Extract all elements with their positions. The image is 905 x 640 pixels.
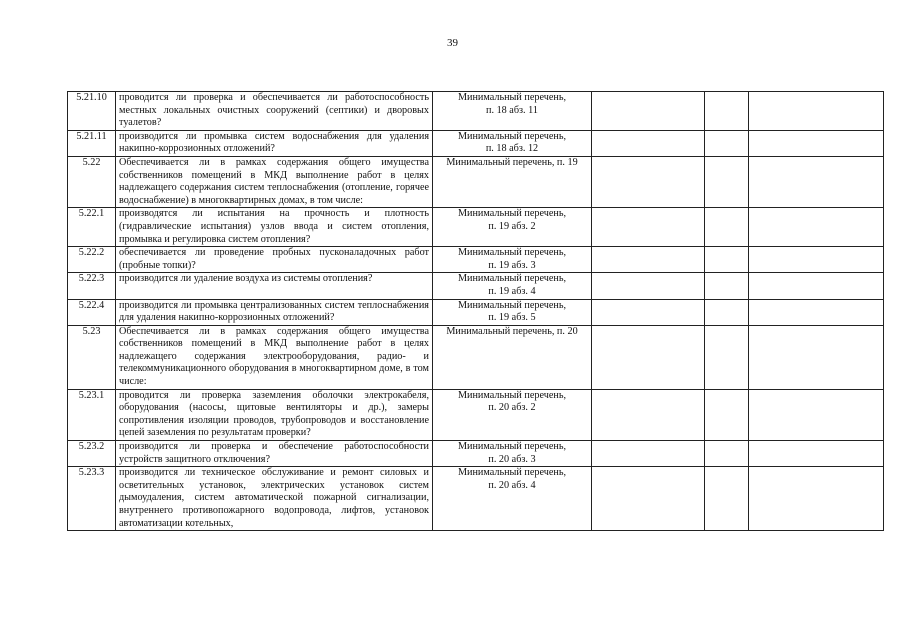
answer-cell[interactable]: [592, 389, 705, 440]
table-row: [68, 467, 884, 531]
answer-cell[interactable]: [592, 441, 705, 467]
answer-cell[interactable]: [592, 325, 705, 389]
question-text: Обеспечивается ли в рамках содержания общего имущества собственников помещений в МКД выполнение работ в целях надлежащего содержания электрооборудования, радио- и телекоммуникационного оборудования в многоквартирном доме, в том числе:: [116, 325, 433, 389]
table-row: [68, 208, 884, 247]
applicability-cell[interactable]: [705, 156, 749, 207]
notes-cell[interactable]: [749, 273, 884, 299]
question-text: производится ли техническое обслуживание и ремонт силовых и осветительных установок, электрических установок систем дымоудаления, систем автоматической пожарной сигнализации, внутреннего противопожарного водопровода, лифтов, установок автоматизации котельных,: [116, 467, 433, 531]
question-text: производится ли промывка централизованных систем теплоснабжения для удаления накипно-коррозионных отложений?: [116, 299, 433, 325]
question-text: производится ли проверка и обеспечение работоспособности устройств защитного отключения?: [116, 441, 433, 467]
question-text: Обеспечивается ли в рамках содержания общего имущества собственников помещений в МКД выполнение работ в целях надлежащего содержания систем теплоснабжения (отопление, горячее водоснабжение) в многоквартирных домах, в том числе:: [116, 156, 433, 207]
notes-cell[interactable]: [749, 325, 884, 389]
item-number: 5.22.4: [68, 299, 116, 325]
notes-cell[interactable]: [749, 92, 884, 131]
applicability-cell[interactable]: [705, 208, 749, 247]
item-number: 5.22.3: [68, 273, 116, 299]
page-number: 39: [447, 37, 458, 49]
table-row: [68, 130, 884, 156]
item-number: 5.22.1: [68, 208, 116, 247]
table-row: [68, 247, 884, 273]
question-text: производится ли удаление воздуха из системы отопления?: [116, 273, 433, 299]
legal-reference: Минимальный перечень, п. 19 абз. 4: [433, 273, 592, 299]
applicability-cell[interactable]: [705, 299, 749, 325]
notes-cell[interactable]: [749, 247, 884, 273]
question-text: производятся ли испытания на прочность и плотность (гидравлические испытания) узлов ввода и систем отопления, промывка и регулировка систем отопления?: [116, 208, 433, 247]
legal-reference: Минимальный перечень, п. 20: [433, 325, 592, 389]
item-number: 5.23.1: [68, 389, 116, 440]
notes-cell[interactable]: [749, 156, 884, 207]
notes-cell[interactable]: [749, 441, 884, 467]
checklist-table: [67, 91, 884, 531]
item-number: 5.23: [68, 325, 116, 389]
table-row: [68, 92, 884, 131]
notes-cell[interactable]: [749, 208, 884, 247]
item-number: 5.23.3: [68, 467, 116, 531]
notes-cell[interactable]: [749, 130, 884, 156]
table-row: [68, 156, 884, 207]
applicability-cell[interactable]: [705, 441, 749, 467]
legal-reference: Минимальный перечень, п. 20 абз. 4: [433, 467, 592, 531]
item-number: 5.22.2: [68, 247, 116, 273]
legal-reference: Минимальный перечень, п. 20 абз. 3: [433, 441, 592, 467]
item-number: 5.23.2: [68, 441, 116, 467]
answer-cell[interactable]: [592, 247, 705, 273]
applicability-cell[interactable]: [705, 92, 749, 131]
answer-cell[interactable]: [592, 467, 705, 531]
applicability-cell[interactable]: [705, 273, 749, 299]
applicability-cell[interactable]: [705, 247, 749, 273]
notes-cell[interactable]: [749, 389, 884, 440]
question-text: проводится ли проверка и обеспечивается ли работоспособность местных локальных очистных сооружений (септики) и дворовых туалетов?: [116, 92, 433, 131]
question-text: производится ли промывка систем водоснабжения для удаления накипно-коррозионных отложений?: [116, 130, 433, 156]
answer-cell[interactable]: [592, 273, 705, 299]
answer-cell[interactable]: [592, 130, 705, 156]
item-number: 5.21.10: [68, 92, 116, 131]
answer-cell[interactable]: [592, 299, 705, 325]
question-text: проводится ли проверка заземления оболочки электрокабеля, оборудования (насосы, щитовые вентиляторы и др.), замеры сопротивления изоляции проводов, трубопроводов и восстановление цепей заземления по результатам проверки?: [116, 389, 433, 440]
legal-reference: Минимальный перечень, п. 20 абз. 2: [433, 389, 592, 440]
legal-reference: Минимальный перечень, п. 18 абз. 11: [433, 92, 592, 131]
legal-reference: Минимальный перечень, п. 19 абз. 3: [433, 247, 592, 273]
legal-reference: Минимальный перечень, п. 18 абз. 12: [433, 130, 592, 156]
table-row: [68, 299, 884, 325]
table-row: [68, 325, 884, 389]
item-number: 5.21.11: [68, 130, 116, 156]
answer-cell[interactable]: [592, 92, 705, 131]
checklist-body: [68, 92, 884, 531]
notes-cell[interactable]: [749, 467, 884, 531]
item-number: 5.22: [68, 156, 116, 207]
answer-cell[interactable]: [592, 156, 705, 207]
question-text: обеспечивается ли проведение пробных пусконаладочных работ (пробные топки)?: [116, 247, 433, 273]
applicability-cell[interactable]: [705, 130, 749, 156]
legal-reference: Минимальный перечень, п. 19: [433, 156, 592, 207]
answer-cell[interactable]: [592, 208, 705, 247]
applicability-cell[interactable]: [705, 467, 749, 531]
applicability-cell[interactable]: [705, 325, 749, 389]
applicability-cell[interactable]: [705, 389, 749, 440]
legal-reference: Минимальный перечень, п. 19 абз. 5: [433, 299, 592, 325]
table-row: [68, 273, 884, 299]
legal-reference: Минимальный перечень, п. 19 абз. 2: [433, 208, 592, 247]
notes-cell[interactable]: [749, 299, 884, 325]
table-row: [68, 389, 884, 440]
table-row: [68, 441, 884, 467]
